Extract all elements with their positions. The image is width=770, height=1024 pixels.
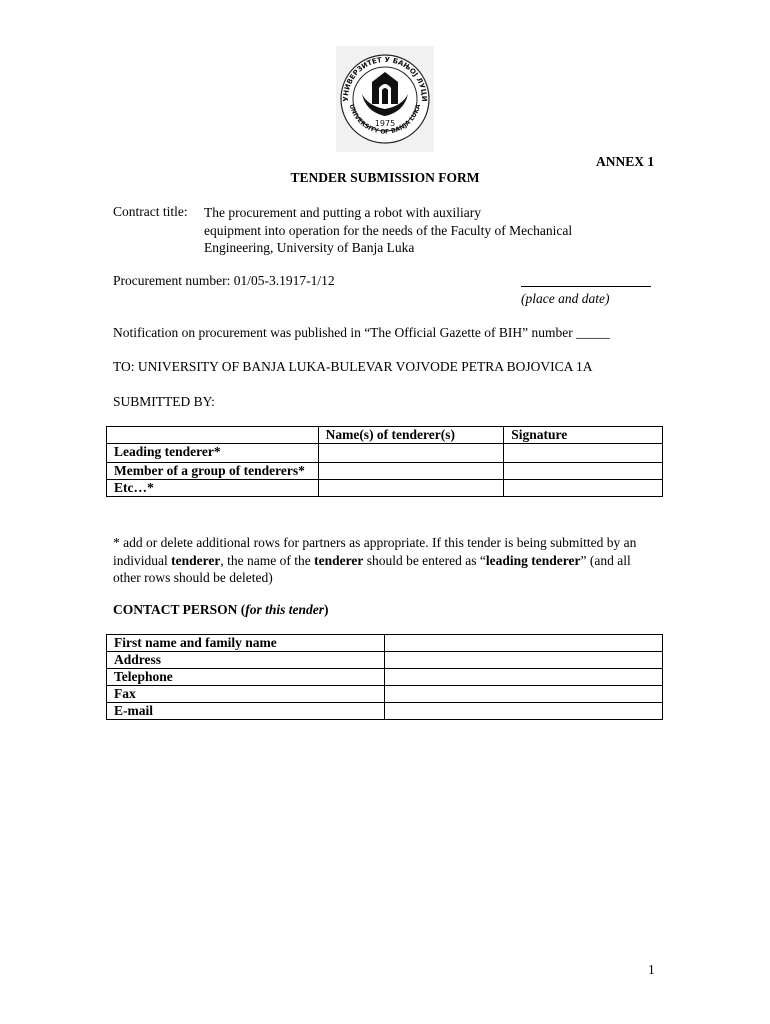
contact-field-value[interactable] — [384, 686, 662, 703]
name-field[interactable] — [318, 480, 504, 497]
table-row — [107, 463, 663, 480]
contact-person-heading — [113, 602, 329, 618]
table-row — [107, 635, 663, 652]
name-field[interactable] — [318, 463, 504, 480]
table-row — [107, 480, 663, 497]
contract-line: Engineering, University of Banja Luka — [204, 240, 415, 255]
contact-title-end: ) — [324, 602, 329, 617]
name-field[interactable] — [318, 444, 504, 463]
contract-title-value — [204, 204, 624, 257]
note-bold: leading tenderer — [485, 552, 581, 568]
seal-graphic — [336, 46, 434, 152]
seal-bottom-text: UNIVERSITY OF BANJA LUKA — [347, 103, 423, 136]
contact-field-value[interactable] — [384, 652, 662, 669]
contact-title-italic: for this tender — [245, 602, 325, 617]
note-text: ” (and all other rows should be deleted) — [113, 552, 631, 585]
seal-top-text: УНИВЕРЗИТЕТ У БАЊОЈ ЛУЦИ — [341, 55, 429, 102]
place-date-caption: (place and date) — [521, 291, 610, 306]
row-label: Etc…* — [107, 480, 319, 497]
note-text: , the name of the — [220, 552, 315, 568]
contact-field-label: Telephone — [107, 669, 385, 686]
row-label: Leading tenderer* — [107, 444, 319, 463]
submitted-by-heading: SUBMITTED BY: — [113, 394, 215, 409]
table-row — [107, 444, 663, 463]
contract-title-label: Contract title: — [113, 204, 188, 219]
contact-field-label: First name and family name — [107, 635, 385, 652]
annex-label: ANNEX 1 — [596, 154, 655, 169]
contact-field-label: Fax — [107, 686, 385, 703]
contract-line: The procurement and putting a robot with auxiliary — [204, 205, 482, 220]
note-text: should be entered as “ — [363, 552, 486, 568]
table-header-cell — [107, 427, 319, 444]
contact-field-value[interactable] — [384, 635, 662, 652]
table-row — [107, 669, 663, 686]
table-row — [107, 686, 663, 703]
procurement-number: Procurement number: 01/05-3.1917-1/12 — [113, 273, 335, 288]
signature-field[interactable] — [504, 480, 663, 497]
note-bold: tenderer — [171, 552, 221, 568]
table-header-cell: Signature — [504, 427, 663, 444]
contact-table — [106, 634, 663, 720]
footnote-text — [113, 534, 653, 587]
table-header-cell: Name(s) of tenderer(s) — [318, 427, 504, 444]
signature-field[interactable] — [504, 463, 663, 480]
table-row — [107, 703, 663, 720]
university-seal — [336, 46, 434, 152]
page-title: TENDER SUBMISSION FORM — [290, 170, 480, 185]
contact-field-value[interactable] — [384, 703, 662, 720]
page-number: 1 — [648, 962, 655, 977]
signature-field[interactable] — [504, 444, 663, 463]
note-bold: tenderer — [314, 552, 364, 568]
contact-field-label: E-mail — [107, 703, 385, 720]
seal-year: 1975 — [374, 119, 396, 128]
note-text: * add or delete additional rows for partners as appropriate. If this tender is being submitted by an individual — [113, 535, 637, 568]
contact-field-value[interactable] — [384, 669, 662, 686]
tenderers-table — [106, 426, 663, 497]
recipient-address: TO: UNIVERSITY OF BANJA LUKA-BULEVAR VOJVODE PETRA BOJOVICA 1A — [113, 359, 593, 374]
contact-title: CONTACT PERSON ( — [113, 602, 246, 617]
contract-line: equipment into operation for the needs of the Faculty of Mechanical — [204, 222, 573, 238]
notification-text: Notification on procurement was published in “The Official Gazette of BIH” number _____ — [113, 325, 610, 340]
table-row — [107, 652, 663, 669]
table-header-row — [107, 427, 663, 444]
row-label: Member of a group of tenderers* — [107, 463, 319, 480]
contact-field-label: Address — [107, 652, 385, 669]
place-date-line — [521, 286, 651, 287]
